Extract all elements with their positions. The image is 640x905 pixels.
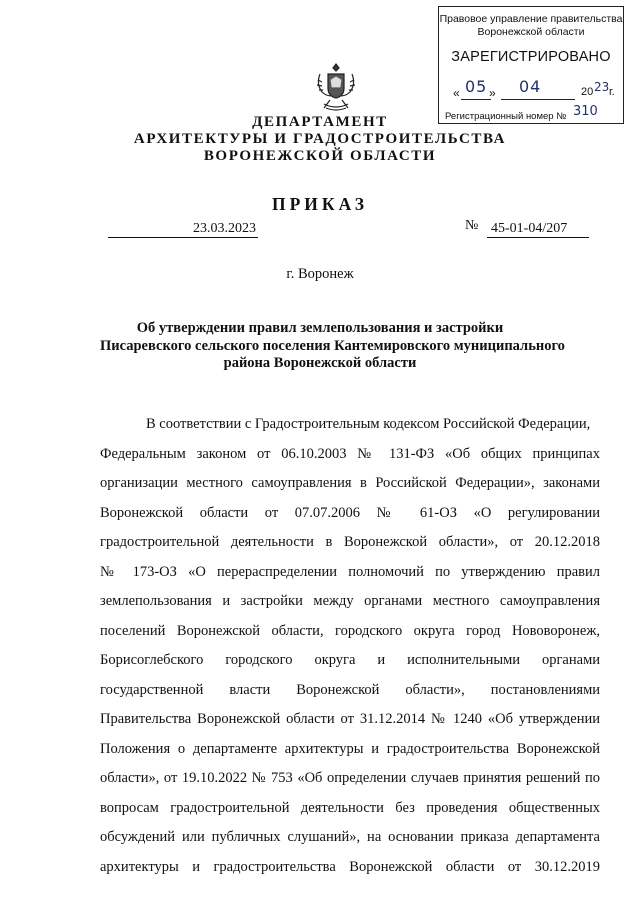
- body-line: градостроительной деятельности в Воронежской области», от 20.12.2018: [100, 534, 600, 550]
- body-line: Борисоглебского городского округа и исполнительными органами: [100, 652, 600, 668]
- department-line2: АРХИТЕКТУРЫ И ГРАДОСТРОИТЕЛЬСТВА: [133, 131, 507, 147]
- body-line: области», от 19.10.2022 № 753 «Об определении случаев принятия решений по: [100, 770, 600, 786]
- body-line: землепользования и застройки между органами местного самоуправления: [100, 593, 600, 609]
- body-line: Федеральным законом от 06.10.2003 № 131-ФЗ «Об общих принципах: [100, 445, 600, 462]
- stamp-organization: [439, 13, 623, 39]
- subject-line: Писаревского сельского поселения Кантемировского муниципального: [100, 337, 565, 354]
- body-line: обсуждений или публичных слушаний», на основании приказа департамента: [100, 829, 600, 845]
- document-date-field: [108, 221, 258, 238]
- stamp-month: 04: [519, 77, 542, 96]
- document-number-field: [487, 221, 589, 238]
- subject-line: района Воронежской области: [223, 355, 417, 371]
- stamp-year-unit: г.: [609, 86, 615, 98]
- document-body: [100, 410, 600, 882]
- stamp-quote-open: «: [453, 86, 460, 100]
- stamp-registered-label: ЗАРЕГИСТРИРОВАНО: [451, 49, 611, 65]
- stamp-year-prefix: 20: [581, 86, 594, 98]
- stamp-month-underline: [501, 99, 575, 100]
- city: г. Воронеж: [286, 266, 354, 282]
- stamp-quote-close: »: [489, 86, 496, 100]
- document-date: 23.03.2023: [193, 221, 256, 236]
- stamp-day: 05: [465, 77, 488, 96]
- body-line: В соответствии с Градостроительным кодексом Российской Федерации,: [146, 416, 591, 432]
- coat-of-arms-icon: [314, 60, 358, 114]
- document-subject: [100, 320, 565, 373]
- registration-stamp: [438, 6, 624, 124]
- stamp-reg-number-value: 310: [573, 104, 598, 119]
- document-number: 45-01-04/207: [491, 221, 568, 236]
- subject-line: Об утверждении правил землепользования и застройки: [136, 320, 504, 336]
- body-line: Положения о департаменте архитектуры и градостроительства Воронежской: [100, 740, 600, 757]
- body-line: поселений Воронежской области, городского округа город Нововоронеж,: [100, 622, 600, 639]
- body-line: № 173-ОЗ «О перераспределении полномочий по утверждению правил: [100, 563, 600, 580]
- body-line: организации местного самоуправления в Российской Федерации», законами: [100, 475, 600, 491]
- stamp-reg-number-label: Регистрационный номер №: [445, 111, 567, 122]
- stamp-day-underline: [461, 99, 491, 100]
- document-number-label: №: [465, 218, 479, 233]
- stamp-date: [453, 79, 618, 101]
- body-line: архитектуры и градостроительства Воронежской области от 30.12.2019: [100, 858, 600, 875]
- department-line1: ДЕПАРТАМЕНТ: [252, 114, 388, 130]
- stamp-year-suffix: 23: [594, 80, 610, 94]
- body-line: государственной власти Воронежской области», постановлениями: [100, 681, 600, 698]
- body-line: Правительства Воронежской области от 31.12.2014 № 1240 «Об утверждении: [100, 711, 600, 727]
- body-line: вопросам градостроительной деятельности без проведения общественных: [100, 799, 600, 816]
- body-line: Воронежской области от 07.07.2006 № 61-ОЗ «О регулировании: [100, 504, 600, 521]
- stamp-org-line1: Правовое управление правительства: [439, 13, 623, 25]
- department-line3: ВОРОНЕЖСКОЙ ОБЛАСТИ: [203, 148, 437, 164]
- document-type-title: ПРИКАЗ: [271, 194, 369, 214]
- stamp-org-line2: Воронежской области: [477, 26, 585, 38]
